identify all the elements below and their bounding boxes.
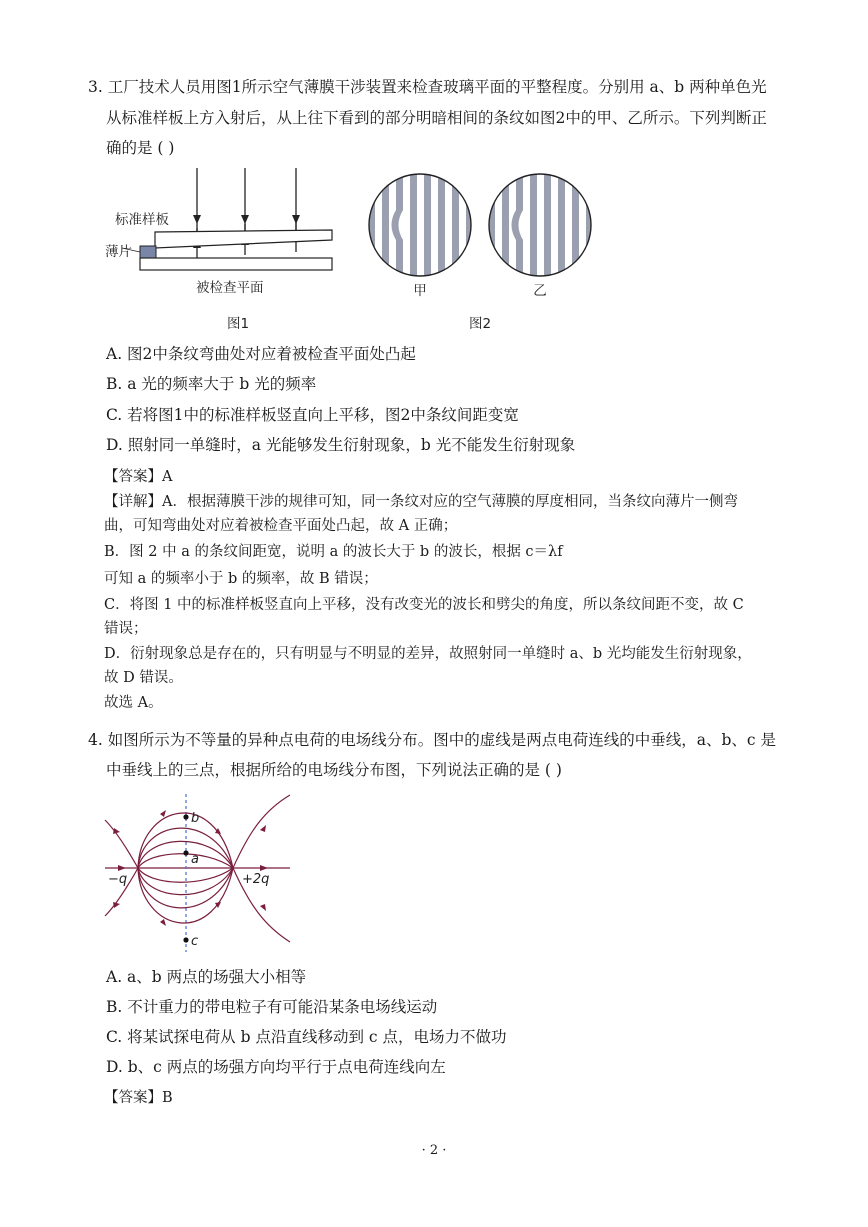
q3-analysis-6: 错误； xyxy=(104,621,148,637)
label-yi: 乙 xyxy=(533,283,547,299)
q3-analysis-2: 曲，可知弯曲处对应着被检查平面处凸起，故 A 正确； xyxy=(104,518,458,534)
q3-option-a: A. 图2中条纹弯曲处对应着被检查平面处凸起 xyxy=(106,345,416,363)
q3-stem-line1: 3. 工厂技术人员用图1所示空气薄膜干涉装置来检查玻璃平面的平整程度。分别用 a、b 两种单色光 xyxy=(88,78,767,96)
point-b-label: b xyxy=(191,811,200,826)
charge-pos-label: +2q xyxy=(242,872,270,887)
q3-stem-line2: 从标准样板上方入射后，从上往下看到的部分明暗相间的条纹如图2中的甲、乙所示。下列判断正 xyxy=(106,109,767,127)
q3-figure1 xyxy=(100,160,350,335)
q3-analysis-9: 故选 A。 xyxy=(104,695,163,711)
q3-option-c: C. 若将图1中的标准样板竖直向上平移，图2中条纹间距变宽 xyxy=(106,406,519,424)
point-c-label: c xyxy=(191,934,199,949)
q3-analysis-5: C．将图 1 中的标准样板竖直向上平移，没有改变光的波长和劈尖的角度，所以条纹间距不变，故 C xyxy=(104,597,744,613)
q4-stem-line2: 中垂线上的三点，根据所给的电场线分布图，下列说法正确的是 ( ) xyxy=(106,761,562,779)
q3-answer: 【答案】A xyxy=(104,469,173,485)
fig1-caption: 图1 xyxy=(227,316,250,332)
page-number: · 2 · xyxy=(421,1143,447,1158)
q3-analysis-8: 故 D 错误。 xyxy=(104,670,183,686)
fig2-caption: 图2 xyxy=(468,316,492,332)
q4-answer: 【答案】B xyxy=(104,1090,173,1106)
q3-analysis-7: D．衍射现象总是存在的，只有明显与不明显的差异，故照射同一单缝时 a、b 光均能发生衍射现象， xyxy=(104,646,752,662)
q3-analysis-3: B．图 2 中 a 的条纹间距宽，说明 a 的波长大于 b 的波长，根据 c＝λf xyxy=(104,544,563,560)
q3-stem-line3: 确的是 ( ) xyxy=(106,139,175,157)
q4-option-b: B. 不计重力的带电粒子有可能沿某条电场线运动 xyxy=(106,998,438,1016)
q4-stem-line1: 4. 如图所示为不等量的异种点电荷的电场线分布。图中的虚线是两点电荷连线的中垂线，a、b、c 是 xyxy=(88,731,776,749)
q3-analysis-1: 【详解】A．根据薄膜干涉的规律可知，同一条纹对应的空气薄膜的厚度相同，当条纹向薄片一侧弯 xyxy=(104,494,738,510)
q4-option-c: C. 将某试探电荷从 b 点沿直线移动到 c 点，电场力不做功 xyxy=(106,1028,507,1046)
q3-figure2 xyxy=(362,170,612,335)
label-shim: 薄片 xyxy=(105,244,132,260)
fringes-jia xyxy=(368,170,473,290)
q3-option-b: B. a 光的频率大于 b 光的频率 xyxy=(106,375,317,393)
label-board: 标准样板 xyxy=(115,212,169,228)
label-plane: 被检查平面 xyxy=(196,280,264,296)
label-jia: 甲 xyxy=(413,283,427,299)
fringes-yi xyxy=(488,170,593,290)
charge-neg-label: −q xyxy=(108,872,128,887)
q3-option-d: D. 照射同一单缝时，a 光能够发生衍射现象，b 光不能发生衍射现象 xyxy=(106,436,576,454)
q3-analysis-4: 可知 a 的频率小于 b 的频率，故 B 错误； xyxy=(104,571,378,587)
q4-option-d: D. b、c 两点的场强方向均平行于点电荷连线向左 xyxy=(106,1058,446,1076)
q4-option-a: A. a、b 两点的场强大小相等 xyxy=(106,968,307,986)
point-a-label: a xyxy=(191,852,199,867)
q4-field-figure xyxy=(100,790,300,955)
